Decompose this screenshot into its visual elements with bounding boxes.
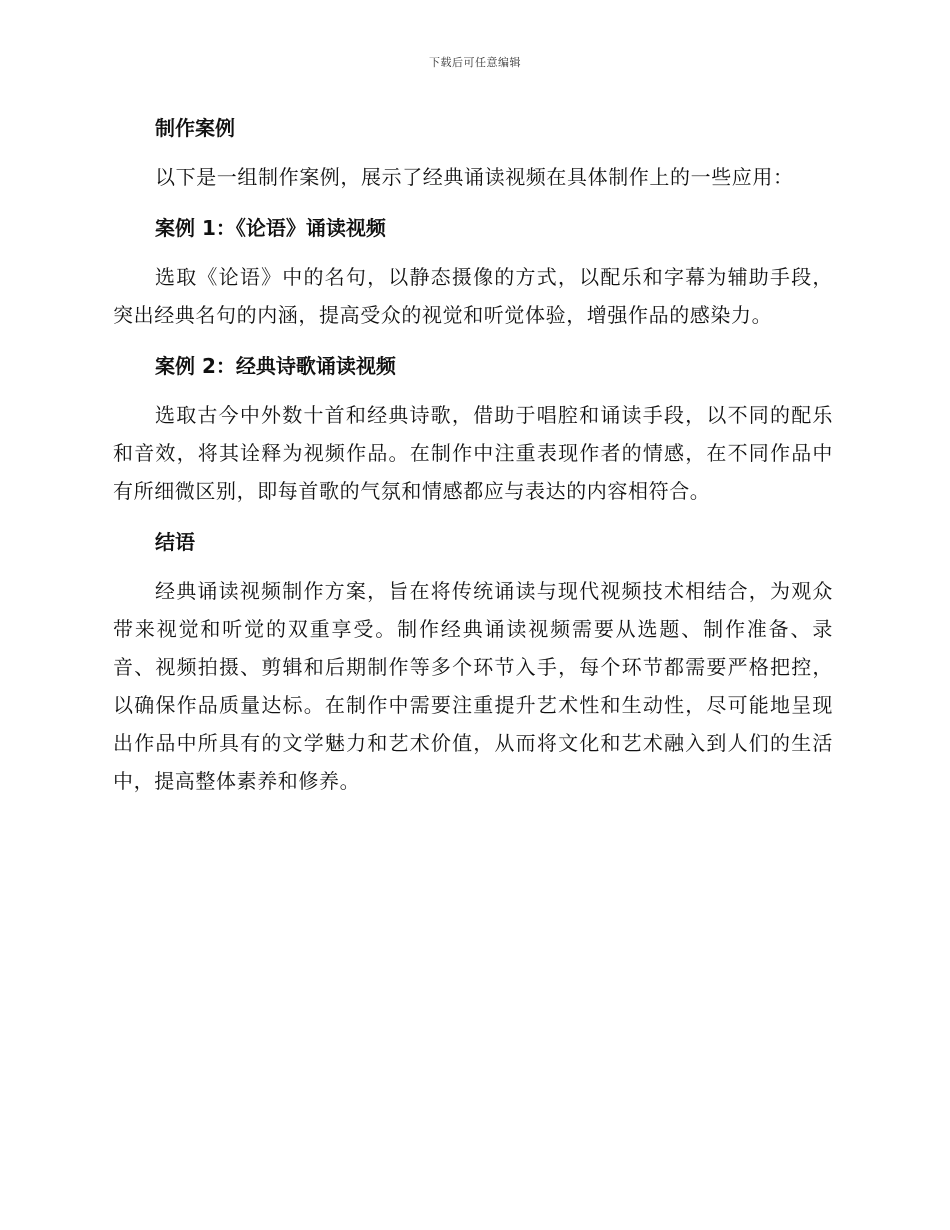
section-paragraph-conclusion: 经典诵读视频制作方案，旨在将传统诵读与现代视频技术相结合，为观众带来视觉和听觉的双重享受。制作经典诵读视频需要从选题、制作准备、录音、视频拍摄、剪辑和后期制作等多个环节入手，每个环节都需要严格把控，以确保作品质量达标。在制作中需要注重提升艺术性和生动性，尽可能地呈现出作品中所具有的文学魅力和艺术价值，从而将文化和艺术融入到人们的生活中，提高整体素养和修养。 bbox=[113, 579, 833, 793]
section-heading-case-1: 案例 1：《论语》诵读视频 bbox=[155, 216, 386, 240]
section-paragraph-case-2: 选取古今中外数十首和经典诗歌，借助于唱腔和诵读手段，以不同的配乐和音效，将其诠释为视频作品。在制作中注重表现作者的情感，在不同作品中有所细微区别，即每首歌的气氛和情感都应与表达的内容相符合。 bbox=[113, 403, 833, 503]
section-heading-conclusion: 结语 bbox=[155, 530, 195, 554]
page-header: 下载后可任意编辑 bbox=[429, 56, 521, 69]
section-paragraph-production-cases: 以下是一组制作案例，展示了经典诵读视频在具体制作上的一些应用： bbox=[155, 165, 794, 189]
section-heading-production-cases: 制作案例 bbox=[155, 116, 235, 140]
section-heading-case-2: 案例 2：经典诗歌诵读视频 bbox=[155, 354, 396, 378]
section-paragraph-case-1: 选取《论语》中的名句，以静态摄像的方式，以配乐和字幕为辅助手段，突出经典名句的内涵，提高受众的视觉和听觉体验，增强作品的感染力。 bbox=[113, 265, 833, 327]
document-body bbox=[113, 108, 833, 800]
